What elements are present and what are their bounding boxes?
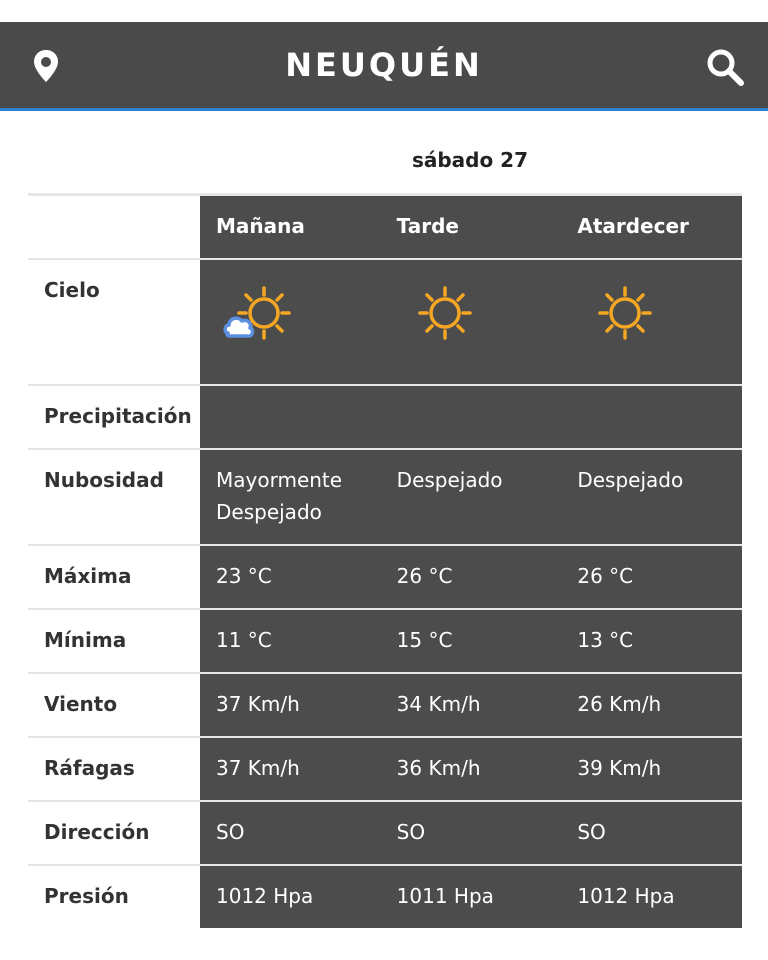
viento-tarde: 34 Km/h: [381, 674, 562, 736]
table-row-viento: [28, 674, 742, 738]
table-row-nubosidad: [28, 450, 742, 546]
table-header-row: [28, 196, 742, 260]
table-row-cielo: [28, 260, 742, 386]
minima-atardecer: 13 °C: [561, 610, 742, 672]
nubosidad-atardecer: Despejado: [561, 450, 742, 544]
viento-atardecer: 26 Km/h: [561, 674, 742, 736]
precipitacion-tarde: [381, 386, 562, 448]
presion-manana: 1012 Hpa: [200, 866, 381, 928]
maxima-manana: 23 °C: [200, 546, 381, 608]
sun-icon: [397, 270, 487, 360]
cielo-tarde: [381, 260, 562, 384]
precipitacion-manana: [200, 386, 381, 448]
nubosidad-tarde: Despejado: [381, 450, 562, 544]
table-row-direccion: [28, 802, 742, 866]
row-label-presion: Presión: [28, 866, 200, 928]
table-row-maxima: [28, 546, 742, 610]
sun-icon: [577, 270, 667, 360]
maxima-tarde: 26 °C: [381, 546, 562, 608]
maxima-atardecer: 26 °C: [561, 546, 742, 608]
row-label-direccion: Dirección: [28, 802, 200, 864]
rafagas-atardecer: 39 Km/h: [561, 738, 742, 800]
forecast-table: [28, 193, 742, 928]
column-header-manana: Mañana: [200, 196, 381, 258]
city-title: NEUQUÉN: [285, 46, 483, 84]
search-icon[interactable]: [705, 47, 745, 87]
sun-partly-cloudy-icon: [216, 270, 306, 360]
rafagas-tarde: 36 Km/h: [381, 738, 562, 800]
row-label-rafagas: Ráfagas: [28, 738, 200, 800]
row-label-cielo: Cielo: [28, 260, 200, 384]
table-row-rafagas: [28, 738, 742, 802]
date-heading: sábado 27: [411, 148, 529, 172]
row-label-precipitacion: Precipitación: [28, 386, 200, 448]
row-label-minima: Mínima: [28, 610, 200, 672]
viento-manana: 37 Km/h: [200, 674, 381, 736]
column-header-atardecer: Atardecer: [561, 196, 742, 258]
direccion-atardecer: SO: [561, 802, 742, 864]
table-row-presion: [28, 866, 742, 928]
column-header-tarde: Tarde: [381, 196, 562, 258]
rafagas-manana: 37 Km/h: [200, 738, 381, 800]
precipitacion-atardecer: [561, 386, 742, 448]
presion-tarde: 1011 Hpa: [381, 866, 562, 928]
app-header: [0, 22, 768, 111]
nubosidad-manana: Mayormente Despejado: [200, 450, 381, 544]
cielo-manana: [200, 260, 381, 384]
table-row-precipitacion: [28, 386, 742, 450]
direccion-manana: SO: [200, 802, 381, 864]
minima-manana: 11 °C: [200, 610, 381, 672]
cielo-atardecer: [561, 260, 742, 384]
header-empty-cell: [28, 196, 200, 258]
table-row-minima: [28, 610, 742, 674]
row-label-viento: Viento: [28, 674, 200, 736]
presion-atardecer: 1012 Hpa: [561, 866, 742, 928]
row-label-maxima: Máxima: [28, 546, 200, 608]
minima-tarde: 15 °C: [381, 610, 562, 672]
row-label-nubosidad: Nubosidad: [28, 450, 200, 544]
direccion-tarde: SO: [381, 802, 562, 864]
